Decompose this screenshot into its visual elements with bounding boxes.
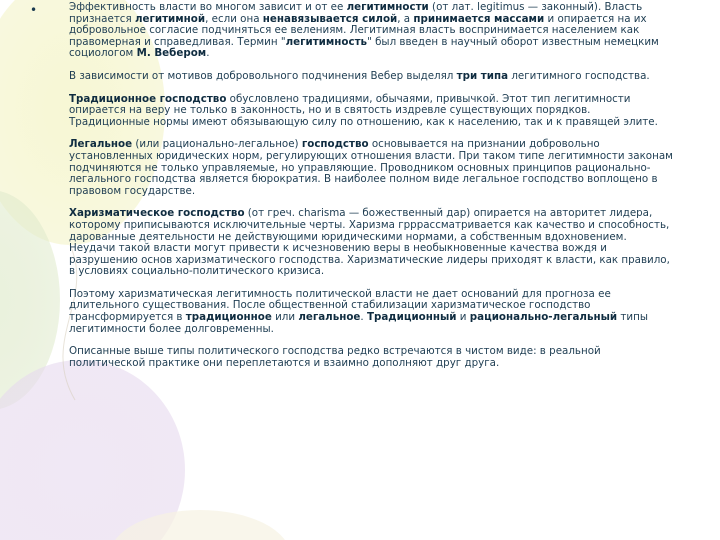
bold-term: легитимности [346, 1, 429, 13]
text-run: В зависимости от мотивов добровольного подчинения Вебер выделял [69, 69, 457, 82]
text-run: (от греч. charisma — божественный дар) опирается на авторитет лидера, которому приписываются исключительные черты. Харизма грррассматривается как качество и способность, дарованные деятельности не действующими юридическими нормами, а собственным вдохновением. Неудачи такой власти могут привести к исчезновению веры в необыкновенные качества вождя и разрушению основ харизматического господства. Харизматические лидеры приходят к власти, как правило, в условиях социально-политического кризиса. [69, 207, 670, 278]
text-run: легитимного господства. [508, 69, 650, 82]
bold-term: легитимной [134, 12, 206, 25]
text-run: Поэтому харизматическая легитимность политической власти не дает оснований для прогноза ее длительного существования. После общественной стабилизации харизматическое господство трансформируется в [69, 287, 611, 324]
bold-term: принимается массами [413, 12, 545, 25]
text-run: . [206, 47, 210, 60]
bold-term: Легальное [69, 138, 133, 151]
paragraph-traditional [69, 94, 673, 129]
paragraph-conclusion [69, 346, 673, 369]
bold-term: М. Вебером [136, 47, 207, 60]
text-run: обусловлено традициями, обычаями, привычкой. Этот тип легитимности опирается на веру не только в законность, но и в святость издревле существующих порядков. Традиционные нормы имеют обязывающую силу по отношению, как к населению, так и к правящей элите. [69, 92, 658, 128]
lavender-balloon-bottom-left [0, 360, 185, 540]
text-run: (или рационально-легальное) [132, 138, 302, 151]
paragraph-legal [69, 139, 673, 197]
text-run: Описанные выше типы политического господства редко встречаются в чистом виде: в реальной политической практике они переплетаются и взаимно дополняют друг друга. [69, 345, 601, 369]
text-content [69, 2, 673, 380]
bold-term: Традиционное господство [69, 92, 227, 105]
text-run: основывается на признании добровольно установленных юридических норм, регулирующих отношения власти. При таком типе легитимности законам подчиняются не только управляемые, но управляющие. Проводником основных принципов рационально-легального господства является бюрократия. В наиболее полном виде легальное господство воплощено в правовом государстве. [69, 138, 673, 197]
text-run: типы легитимности более долговременны. [69, 311, 648, 335]
text-run: " был введен в научный оборот известным немецким социологом [69, 35, 659, 60]
text-run: Эффективность власти во многом зависит и от ее [69, 1, 347, 13]
text-run: и [456, 311, 470, 324]
text-run: и опирается на их добровольное согласие подчиняться ее велениям. Легитимная власть воспринимается населением как правомерная и справедливая. Термин " [69, 12, 647, 48]
paragraph-transformation [69, 289, 673, 335]
text-run: (от лат. legitimus — законный). Власть признается [69, 1, 643, 25]
text-run: . [360, 311, 367, 324]
list-bullet: • [30, 3, 38, 17]
paragraph-three-types [69, 71, 673, 83]
text-run: , если она [205, 12, 263, 25]
text-run: , а [397, 12, 414, 25]
bold-term: господство [301, 138, 369, 151]
bold-term: легальное [298, 311, 361, 324]
paragraph-charismatic [69, 208, 673, 278]
bold-term: Традиционный [366, 311, 457, 324]
bold-term: Харизматическое господство [69, 207, 245, 220]
bold-term: три типа [456, 69, 509, 82]
bold-term: легитимность [285, 35, 368, 48]
paragraph-legitimacy [69, 2, 673, 60]
bold-term: традиционное [185, 311, 272, 324]
bold-term: ненавязывается силой [262, 12, 398, 25]
bold-term: рационально-легальный [469, 311, 618, 324]
text-run: или [271, 311, 299, 324]
